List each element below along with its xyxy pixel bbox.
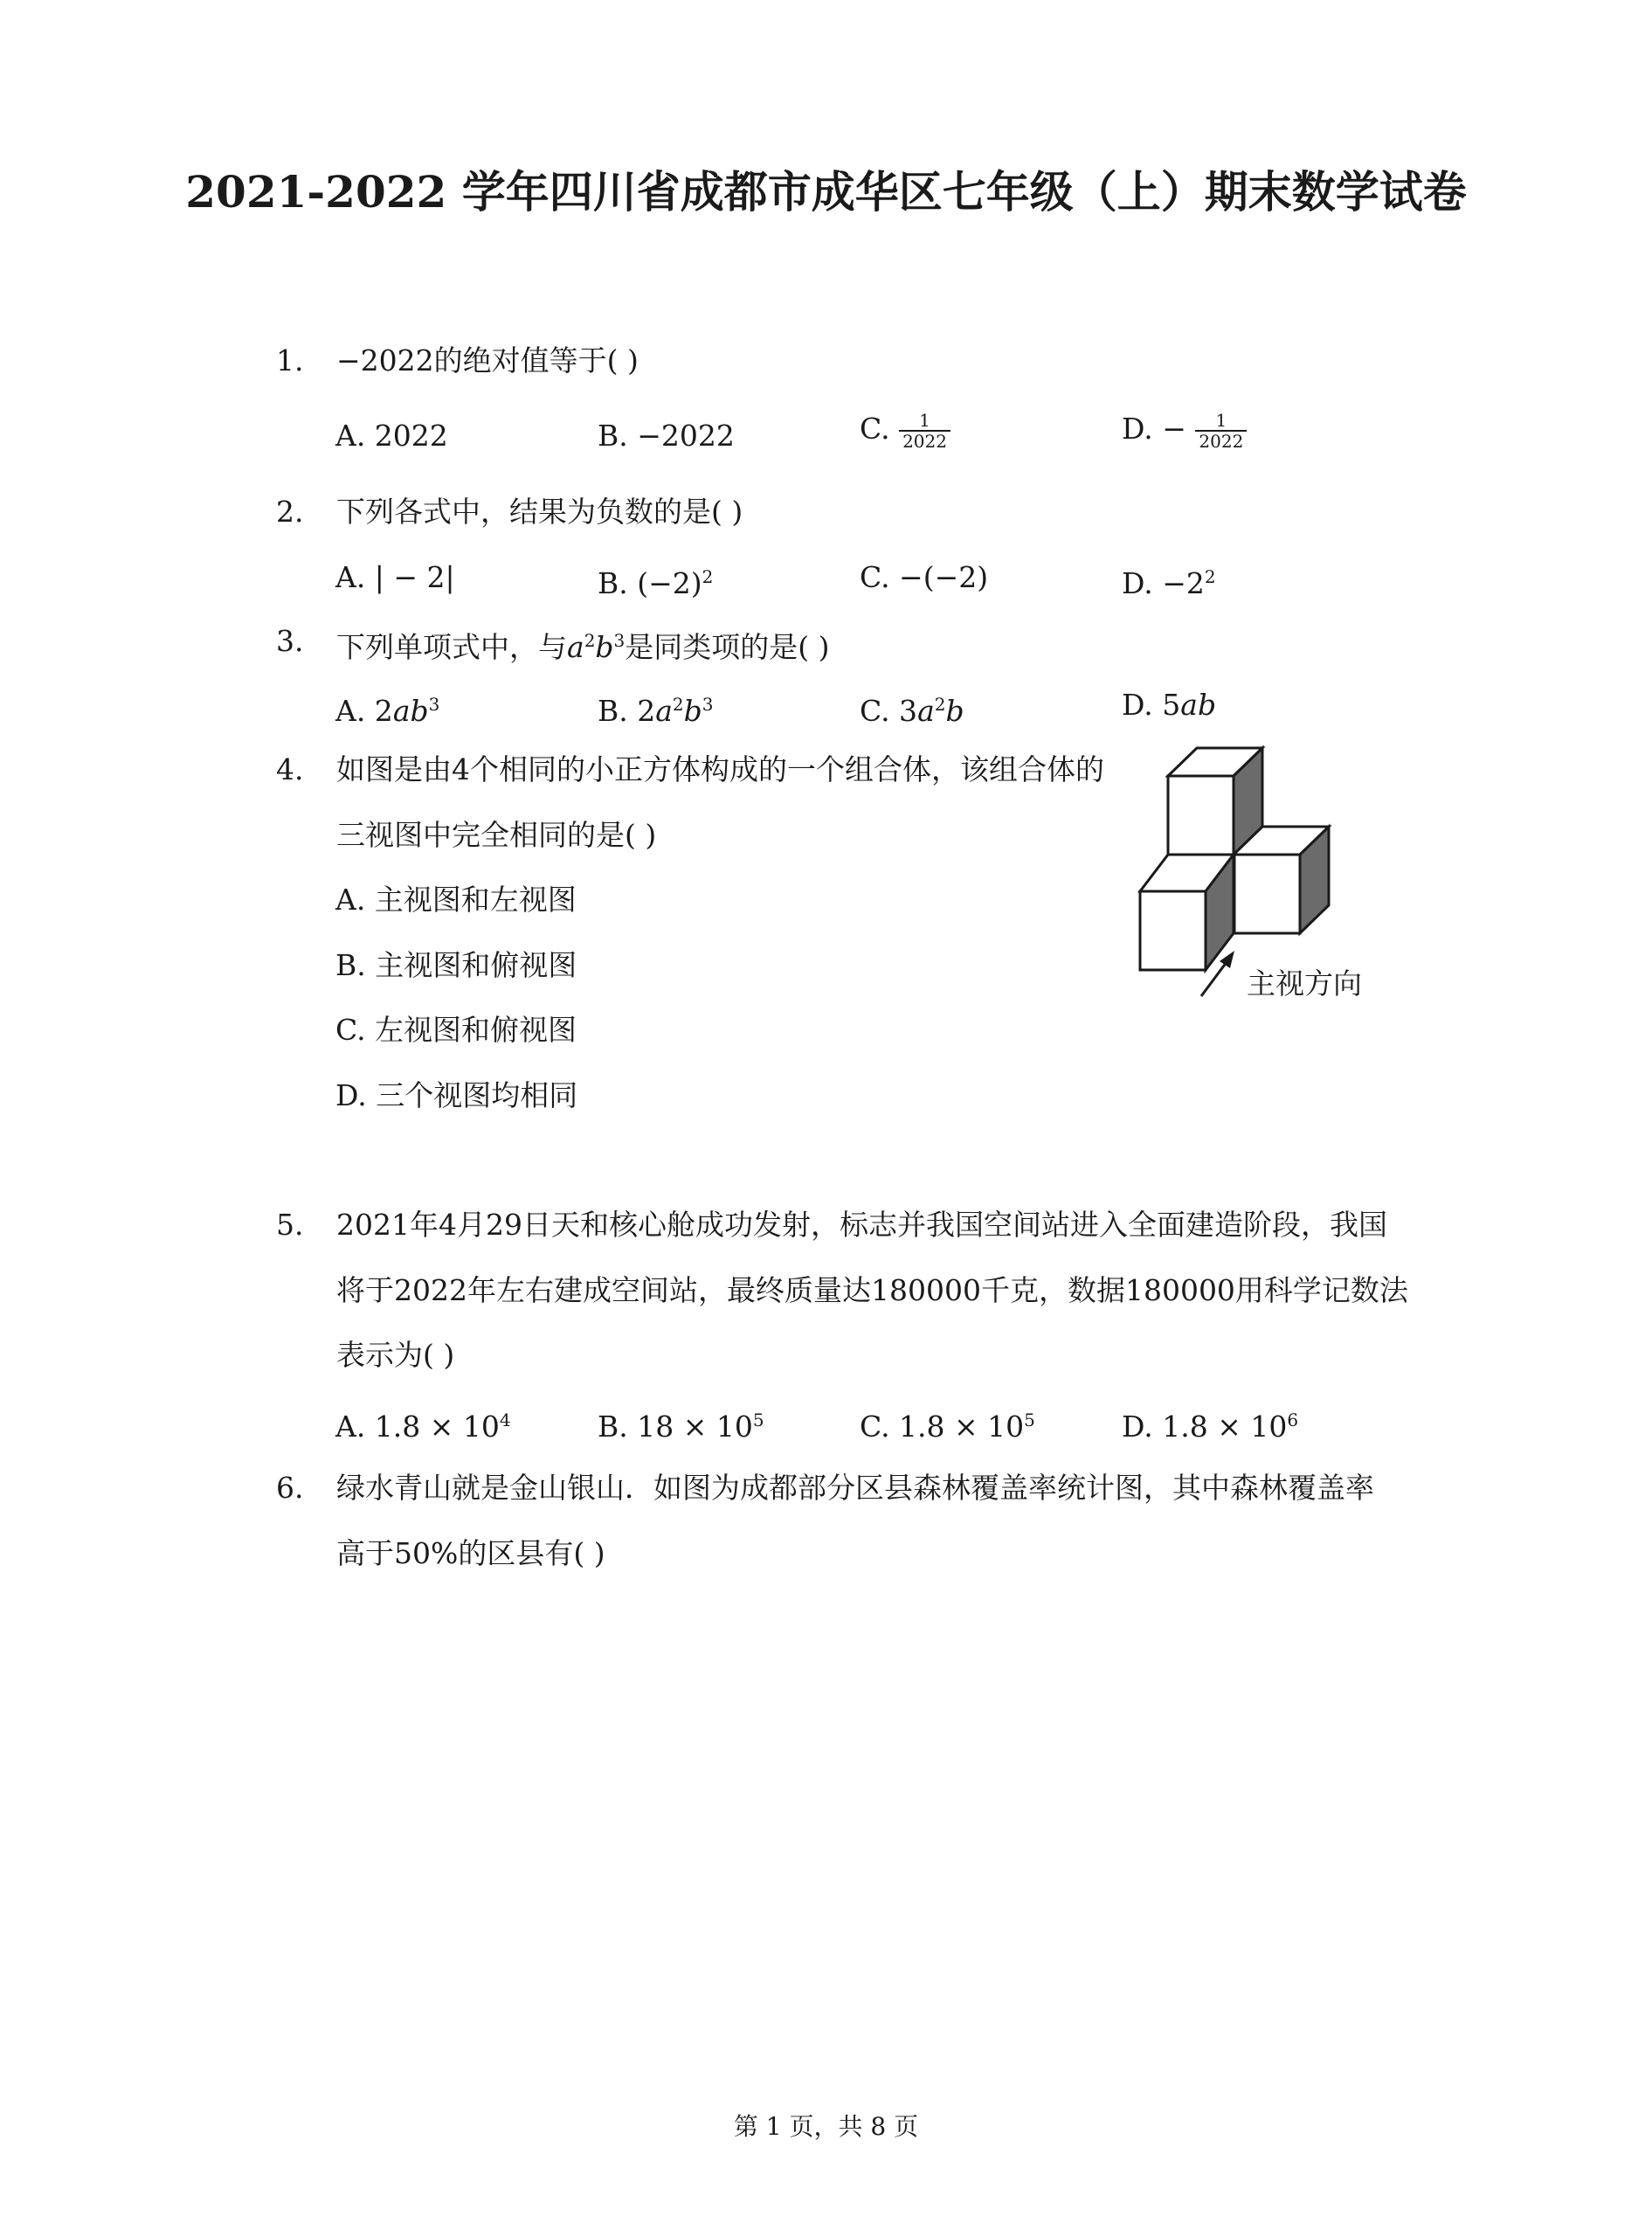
- exponent: 2: [672, 694, 684, 715]
- question-number: 4.: [276, 752, 304, 786]
- math-var: ab: [1180, 688, 1217, 722]
- arrow-head-icon: [1220, 951, 1234, 968]
- question-stem-line: 2021年4月29日天和核心舱成功发射，标志并我国空间站进入全面建造阶段，我国: [336, 1208, 1387, 1242]
- question-stem: [336, 627, 830, 664]
- math-var: b: [683, 694, 702, 728]
- option-a: A. 主视图和左视图: [335, 883, 577, 917]
- exponent: 2: [584, 630, 596, 651]
- exponent: 3: [428, 694, 440, 715]
- question-stem-line: 表示为( ): [336, 1338, 455, 1372]
- fraction-numerator: 1: [1195, 411, 1247, 432]
- fraction-denominator: 2022: [1199, 431, 1244, 452]
- exponent: 3: [613, 630, 626, 651]
- question-stem: −2022的绝对值等于( ): [336, 343, 639, 377]
- option-b: [598, 690, 714, 728]
- question-stem-line: 将于2022年左右建成空间站，最终质量达180000千克，数据180000用科学记数法: [336, 1273, 1408, 1307]
- math-var: ab: [392, 694, 429, 728]
- option-c: [860, 690, 964, 728]
- exponent: 3: [702, 694, 714, 715]
- math-var: a: [567, 630, 584, 664]
- exponent: 5: [752, 1409, 764, 1430]
- option-b-text: B. 18 × 10: [598, 1409, 753, 1444]
- option-c-text: C. 1.8 × 10: [860, 1409, 1025, 1444]
- question-number: 3.: [276, 624, 304, 658]
- option-a: [335, 1406, 511, 1444]
- option-c-label: C.: [860, 412, 900, 446]
- option-a-text: A. 1.8 × 10: [335, 1409, 500, 1444]
- exponent: 2: [1204, 566, 1216, 587]
- option-d-label: D. −: [1122, 412, 1186, 446]
- option-b-coef: B. 2: [598, 694, 656, 728]
- option-b: B. 主视图和俯视图: [335, 948, 577, 982]
- question-number: 1.: [276, 343, 304, 377]
- question-number: 6.: [276, 1471, 304, 1505]
- question-stem-line: 如图是由4个相同的小正方体构成的一个组合体，该组合体的: [336, 752, 1104, 786]
- exponent: 2: [934, 694, 946, 715]
- option-b: B. −2022: [598, 419, 735, 453]
- stem-part: 是同类项的是( ): [625, 630, 830, 664]
- question-stem-line: 三视图中完全相同的是( ): [336, 818, 657, 852]
- exponent: 6: [1287, 1409, 1299, 1430]
- option-b: [598, 563, 713, 598]
- option-a-coef: A. 2: [335, 694, 393, 728]
- math-var: a: [917, 694, 935, 728]
- option-d: D. 三个视图均相同: [335, 1078, 578, 1112]
- question-stem-line: 高于50%的区县有( ): [336, 1536, 605, 1570]
- cube-front-face: [1234, 855, 1300, 933]
- exponent: 5: [1024, 1409, 1035, 1430]
- fraction-denominator: 2022: [902, 431, 947, 452]
- math-var: a: [655, 694, 673, 728]
- exponent: 4: [499, 1409, 511, 1430]
- option-c: [860, 1406, 1035, 1444]
- option-a: A. | − 2|: [335, 560, 455, 594]
- page-footer: 第 1 页，共 8 页: [733, 2112, 919, 2141]
- option-d: [1122, 411, 1247, 451]
- cube-figure: [1136, 741, 1398, 1007]
- question-number: 5.: [276, 1208, 304, 1242]
- math-var: b: [595, 630, 614, 664]
- math-var: b: [945, 694, 964, 728]
- option-c: C. 左视图和俯视图: [335, 1013, 577, 1047]
- option-d: [1122, 1406, 1299, 1444]
- option-a: A. 2022: [335, 419, 448, 453]
- figure-label: 主视方向: [1247, 966, 1362, 1001]
- option-a: [335, 690, 440, 728]
- fraction-numerator: 1: [899, 411, 950, 432]
- page-title: 2021-2022 学年四川省成都市成华区七年级（上）期末数学试卷: [185, 166, 1467, 218]
- cube-front-face: [1140, 891, 1206, 970]
- question-number: 2.: [276, 495, 304, 529]
- option-d-text: D. 1.8 × 10: [1122, 1409, 1288, 1444]
- option-b-text: B. (−2): [598, 566, 702, 600]
- cube-front-face: [1168, 776, 1234, 855]
- question-stem: 下列各式中，结果为负数的是( ): [336, 495, 743, 529]
- fraction: [1195, 411, 1247, 451]
- option-c: [860, 411, 950, 451]
- option-d-coef: D. 5: [1122, 688, 1181, 722]
- stem-part: 下列单项式中，与: [336, 630, 567, 664]
- fraction: [899, 411, 950, 451]
- option-d: [1122, 563, 1216, 598]
- option-b: [598, 1406, 764, 1444]
- option-c: C. −(−2): [860, 560, 989, 594]
- question-stem-line: 绿水青山就是金山银山．如图为成都部分区县森林覆盖率统计图，其中森林覆盖率: [336, 1471, 1374, 1505]
- option-d-text: D. −2: [1122, 566, 1205, 600]
- option-c-coef: C. 3: [860, 694, 918, 728]
- option-d: [1122, 688, 1217, 722]
- exponent: 2: [702, 566, 714, 587]
